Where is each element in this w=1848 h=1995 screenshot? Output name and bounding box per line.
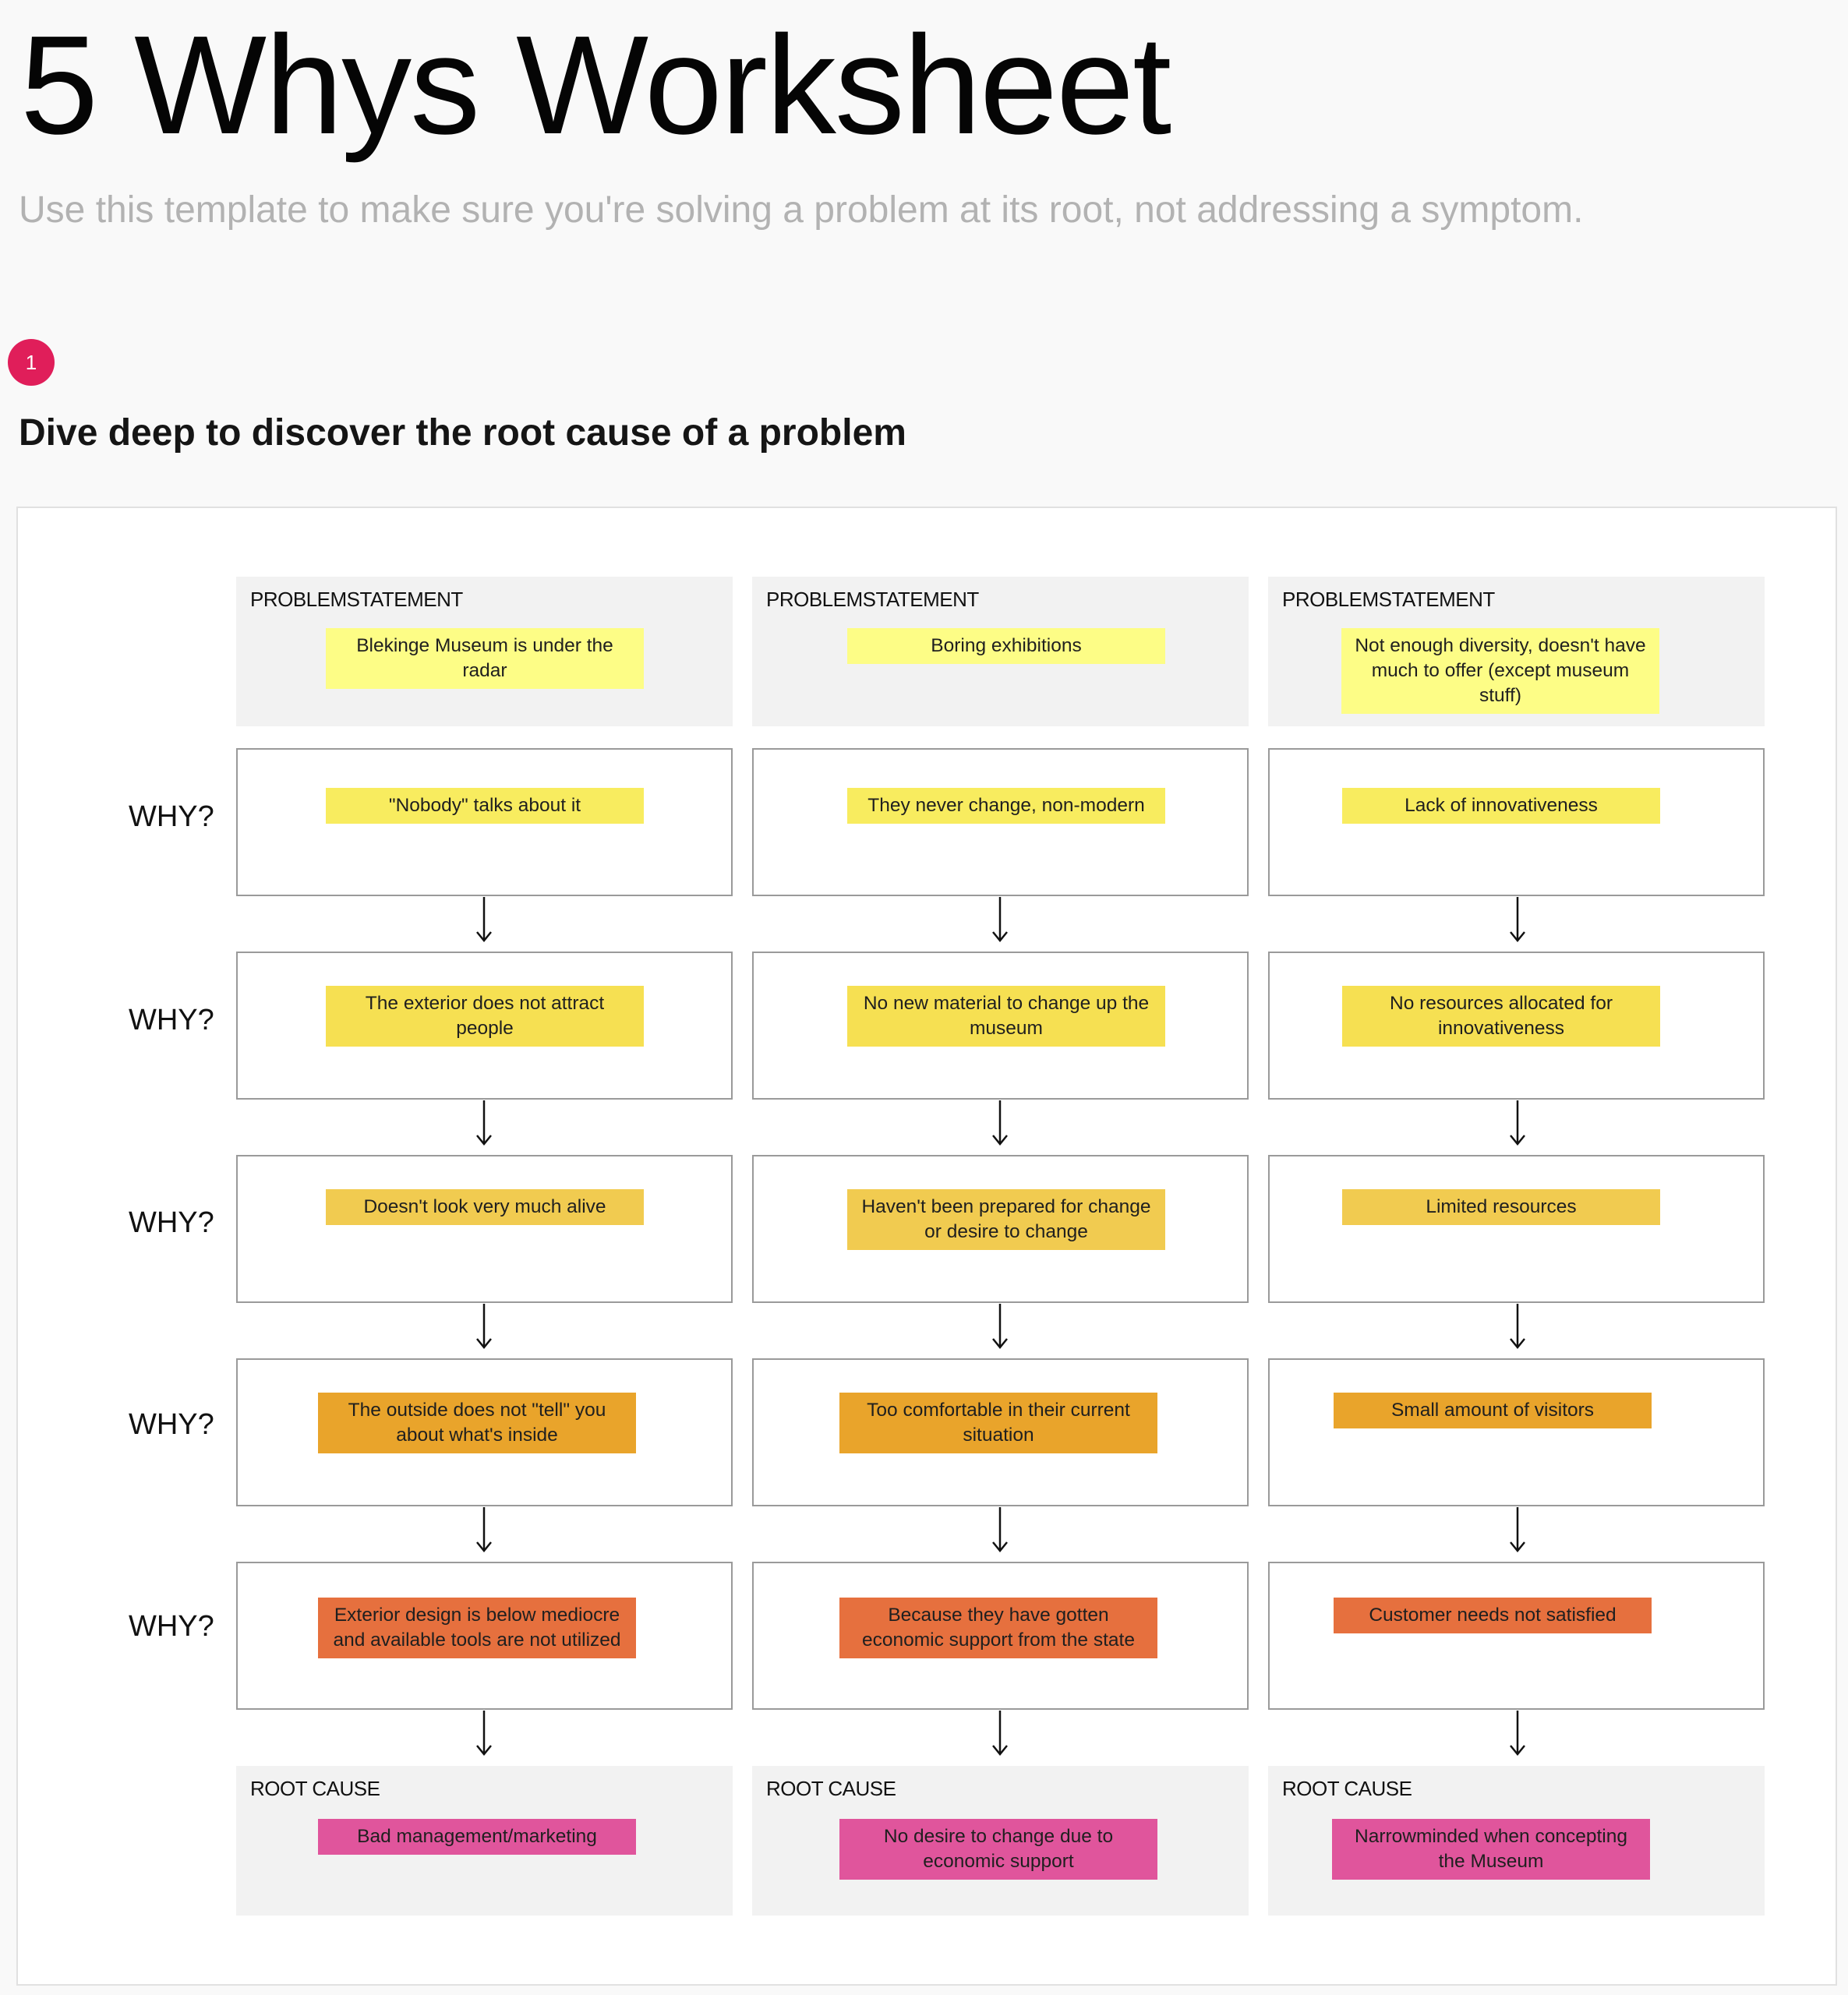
why-sticky-1[interactable]: They never change, non-modern [847,788,1165,824]
arrow-down-icon [1508,1711,1527,1757]
arrow-down-icon [1508,1304,1527,1351]
step-number-badge: 1 [8,339,55,386]
why-sticky-4[interactable]: Small amount of visitors [1334,1393,1652,1428]
root-cause-frame[interactable] [752,1766,1249,1916]
why-sticky-3[interactable]: Doesn't look very much alive [326,1189,644,1225]
why-label-2: WHY? [129,1004,214,1036]
why-sticky-4[interactable]: The outside does not "tell" you about what's inside [318,1393,636,1453]
arrow-down-icon [1508,1507,1527,1554]
why-frame-3[interactable] [236,1155,733,1303]
why-frame-5[interactable] [752,1562,1249,1710]
arrow-down-icon [991,1507,1009,1554]
worksheet-board[interactable] [16,507,1837,1986]
why-sticky-3[interactable]: Limited resources [1342,1189,1660,1225]
arrow-down-icon [1508,1100,1527,1147]
why-sticky-1[interactable]: "Nobody" talks about it [326,788,644,824]
why-sticky-5[interactable]: Customer needs not satisfied [1334,1598,1652,1633]
why-frame-1[interactable] [1268,748,1765,896]
problem-sticky[interactable]: Blekinge Museum is under the radar [326,628,644,689]
root-cause-sticky[interactable]: Bad management/marketing [318,1819,636,1855]
root-cause-sticky[interactable]: Narrowminded when concepting the Museum [1332,1819,1650,1880]
root-cause-label: ROOT CAUSE [1282,1777,1412,1800]
arrow-down-icon [991,1304,1009,1351]
why-sticky-3[interactable]: Haven't been prepared for change or desire to change [847,1189,1165,1250]
arrow-down-icon [991,1100,1009,1147]
why-sticky-5[interactable]: Because they have gotten economic support from the state [839,1598,1157,1658]
problem-sticky[interactable]: Boring exhibitions [847,628,1165,664]
root-cause-label: ROOT CAUSE [250,1777,380,1800]
why-sticky-1[interactable]: Lack of innovativeness [1342,788,1660,824]
why-label-3: WHY? [129,1206,214,1239]
problem-statement-frame[interactable] [236,577,733,726]
root-cause-frame[interactable] [1268,1766,1765,1916]
why-sticky-2[interactable]: No new material to change up the museum [847,986,1165,1047]
root-cause-label: ROOT CAUSE [766,1777,896,1800]
root-cause-sticky[interactable]: No desire to change due to economic support [839,1819,1157,1880]
section-heading: Dive deep to discover the root cause of a problem [19,412,906,454]
problem-statement-label: PROBLEMSTATEMENT [1282,588,1495,611]
why-sticky-5[interactable]: Exterior design is below mediocre and available tools are not utilized [318,1598,636,1658]
why-sticky-2[interactable]: The exterior does not attract people [326,986,644,1047]
page-title: 5 Whys Worksheet [20,7,1171,164]
root-cause-frame[interactable] [236,1766,733,1916]
why-frame-1[interactable] [752,748,1249,896]
why-frame-3[interactable] [1268,1155,1765,1303]
why-frame-5[interactable] [236,1562,733,1710]
why-frame-5[interactable] [1268,1562,1765,1710]
why-sticky-4[interactable]: Too comfortable in their current situation [839,1393,1157,1453]
arrow-down-icon [475,897,493,944]
arrow-down-icon [475,1711,493,1757]
page-subtitle: Use this template to make sure you're solving a problem at its root, not addressing a symptom. [19,189,1584,231]
why-frame-2[interactable] [236,952,733,1100]
arrow-down-icon [1508,897,1527,944]
arrow-down-icon [475,1100,493,1147]
why-frame-3[interactable] [752,1155,1249,1303]
why-frame-2[interactable] [1268,952,1765,1100]
problem-statement-frame[interactable] [752,577,1249,726]
why-frame-4[interactable] [1268,1358,1765,1506]
arrow-down-icon [475,1507,493,1554]
arrow-down-icon [991,1711,1009,1757]
why-frame-2[interactable] [752,952,1249,1100]
why-label-5: WHY? [129,1610,214,1643]
problem-statement-label: PROBLEMSTATEMENT [250,588,463,611]
problem-statement-frame[interactable] [1268,577,1765,726]
why-label-4: WHY? [129,1408,214,1441]
why-label-1: WHY? [129,800,214,833]
why-frame-4[interactable] [236,1358,733,1506]
problem-statement-label: PROBLEMSTATEMENT [766,588,979,611]
why-frame-1[interactable] [236,748,733,896]
arrow-down-icon [991,897,1009,944]
why-sticky-2[interactable]: No resources allocated for innovativeness [1342,986,1660,1047]
arrow-down-icon [475,1304,493,1351]
problem-sticky[interactable]: Not enough diversity, doesn't have much to offer (except museum stuff) [1341,628,1659,714]
why-frame-4[interactable] [752,1358,1249,1506]
